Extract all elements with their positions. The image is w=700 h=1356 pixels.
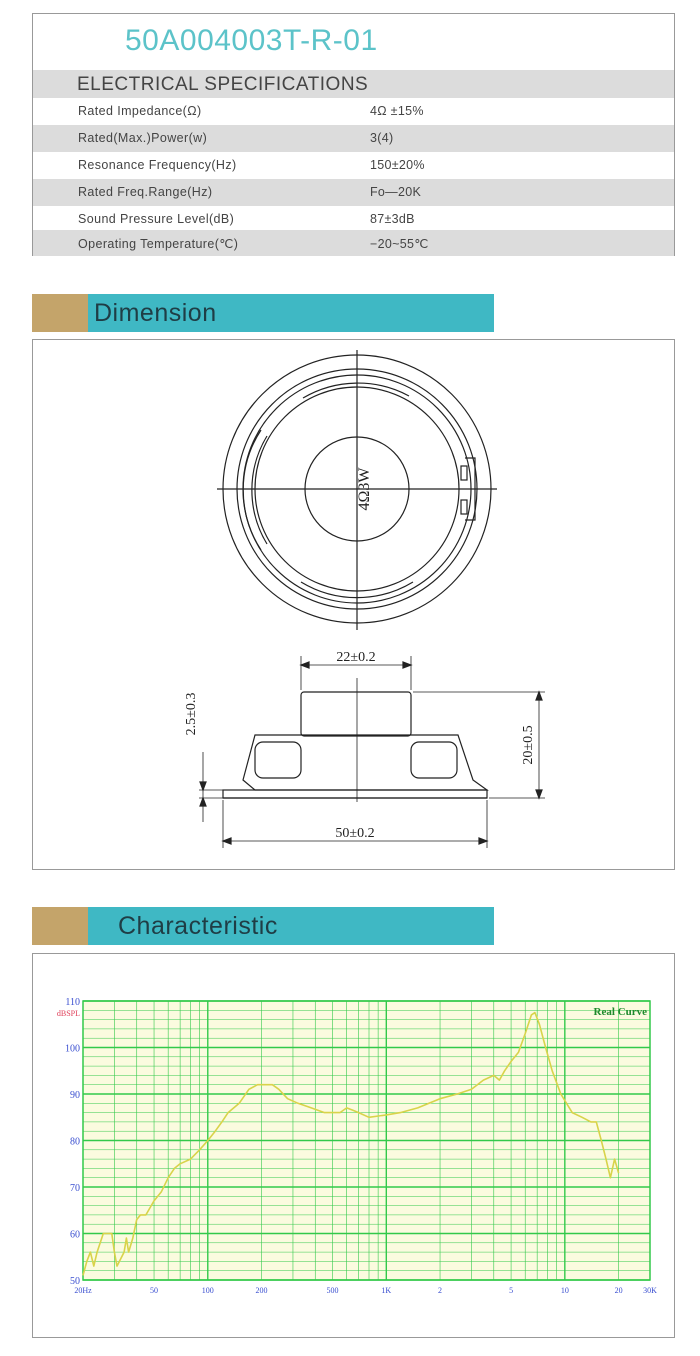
spec-row	[33, 125, 674, 152]
x-tick-label: 1K	[381, 1286, 392, 1295]
legend-label: Real Curve	[593, 1006, 647, 1018]
spec-label: Rated Freq.Range(Hz)	[78, 185, 213, 199]
spec-value: Fo—20K	[370, 185, 422, 199]
frame-window-left	[255, 742, 301, 778]
spec-row	[33, 152, 674, 179]
dim-magnet-label: 22±0.2	[336, 650, 376, 665]
spec-label: Rated(Max.)Power(w)	[78, 131, 208, 145]
speaker-rating-label: 4Ω3W	[356, 467, 373, 511]
dim-diameter-label: 50±0.2	[335, 826, 375, 841]
spec-row	[33, 98, 674, 125]
spec-value: 150±20%	[370, 158, 425, 172]
frame-body	[243, 735, 487, 790]
y-tick-label: 90	[70, 1090, 80, 1101]
model-number: 50A004003T-R-01	[125, 24, 378, 57]
spec-value: 4Ω ±15%	[370, 104, 424, 118]
spec-row	[33, 179, 674, 206]
spec-label: Rated Impedance(Ω)	[78, 104, 202, 118]
y-axis-label: dBSPL	[56, 1009, 80, 1018]
dim-top-label: 2.5±0.3	[184, 692, 199, 736]
characteristic-chart-panel	[32, 953, 675, 1338]
y-tick-label: 70	[70, 1183, 80, 1194]
y-tick-label: 60	[70, 1229, 80, 1241]
spec-table	[32, 13, 675, 256]
x-tick-label: 20	[614, 1286, 623, 1295]
spec-row	[33, 230, 674, 256]
x-tick-label: 200	[255, 1286, 268, 1295]
dim-height-label: 20±0.5	[521, 725, 536, 765]
frame-flange	[223, 790, 487, 798]
x-tick-label: 100	[201, 1286, 214, 1295]
y-tick-label: 50	[70, 1276, 80, 1287]
spec-row	[33, 206, 674, 233]
characteristic-section-header	[32, 907, 494, 945]
spec-heading: ELECTRICAL SPECIFICATIONS	[77, 74, 369, 95]
spec-label: Sound Pressure Level(dB)	[78, 212, 235, 226]
frequency-response-chart	[33, 954, 674, 1337]
y-tick-label: 100	[65, 1043, 80, 1055]
y-tick-label: 80	[70, 1136, 80, 1148]
magnet-body	[301, 692, 411, 736]
x-tick-label: 10	[560, 1286, 569, 1295]
dimension-title: Dimension	[94, 299, 217, 327]
characteristic-title: Characteristic	[118, 912, 278, 940]
x-tick-label: 2	[438, 1286, 443, 1295]
x-tick-label: 30K	[643, 1286, 657, 1295]
spec-value: 3(4)	[370, 131, 394, 145]
dimension-drawing	[33, 340, 674, 869]
dimension-drawing-panel	[32, 339, 675, 870]
section-accent	[32, 907, 88, 945]
x-tick-label: 500	[326, 1286, 339, 1295]
y-tick-label: 110	[65, 997, 80, 1008]
x-tick-label: 50	[150, 1286, 159, 1295]
x-tick-label: 5	[509, 1286, 514, 1295]
section-accent	[32, 294, 88, 332]
spec-label: Operating Temperature(℃)	[78, 237, 239, 251]
spec-label: Resonance Frequency(Hz)	[78, 158, 237, 172]
spec-header	[33, 70, 674, 98]
spec-value: −20~55℃	[370, 237, 429, 251]
spec-value: 87±3dB	[370, 212, 415, 226]
dimension-section-header	[32, 294, 494, 332]
frame-window-right	[411, 742, 457, 778]
x-tick-label: 20Hz	[74, 1286, 92, 1295]
